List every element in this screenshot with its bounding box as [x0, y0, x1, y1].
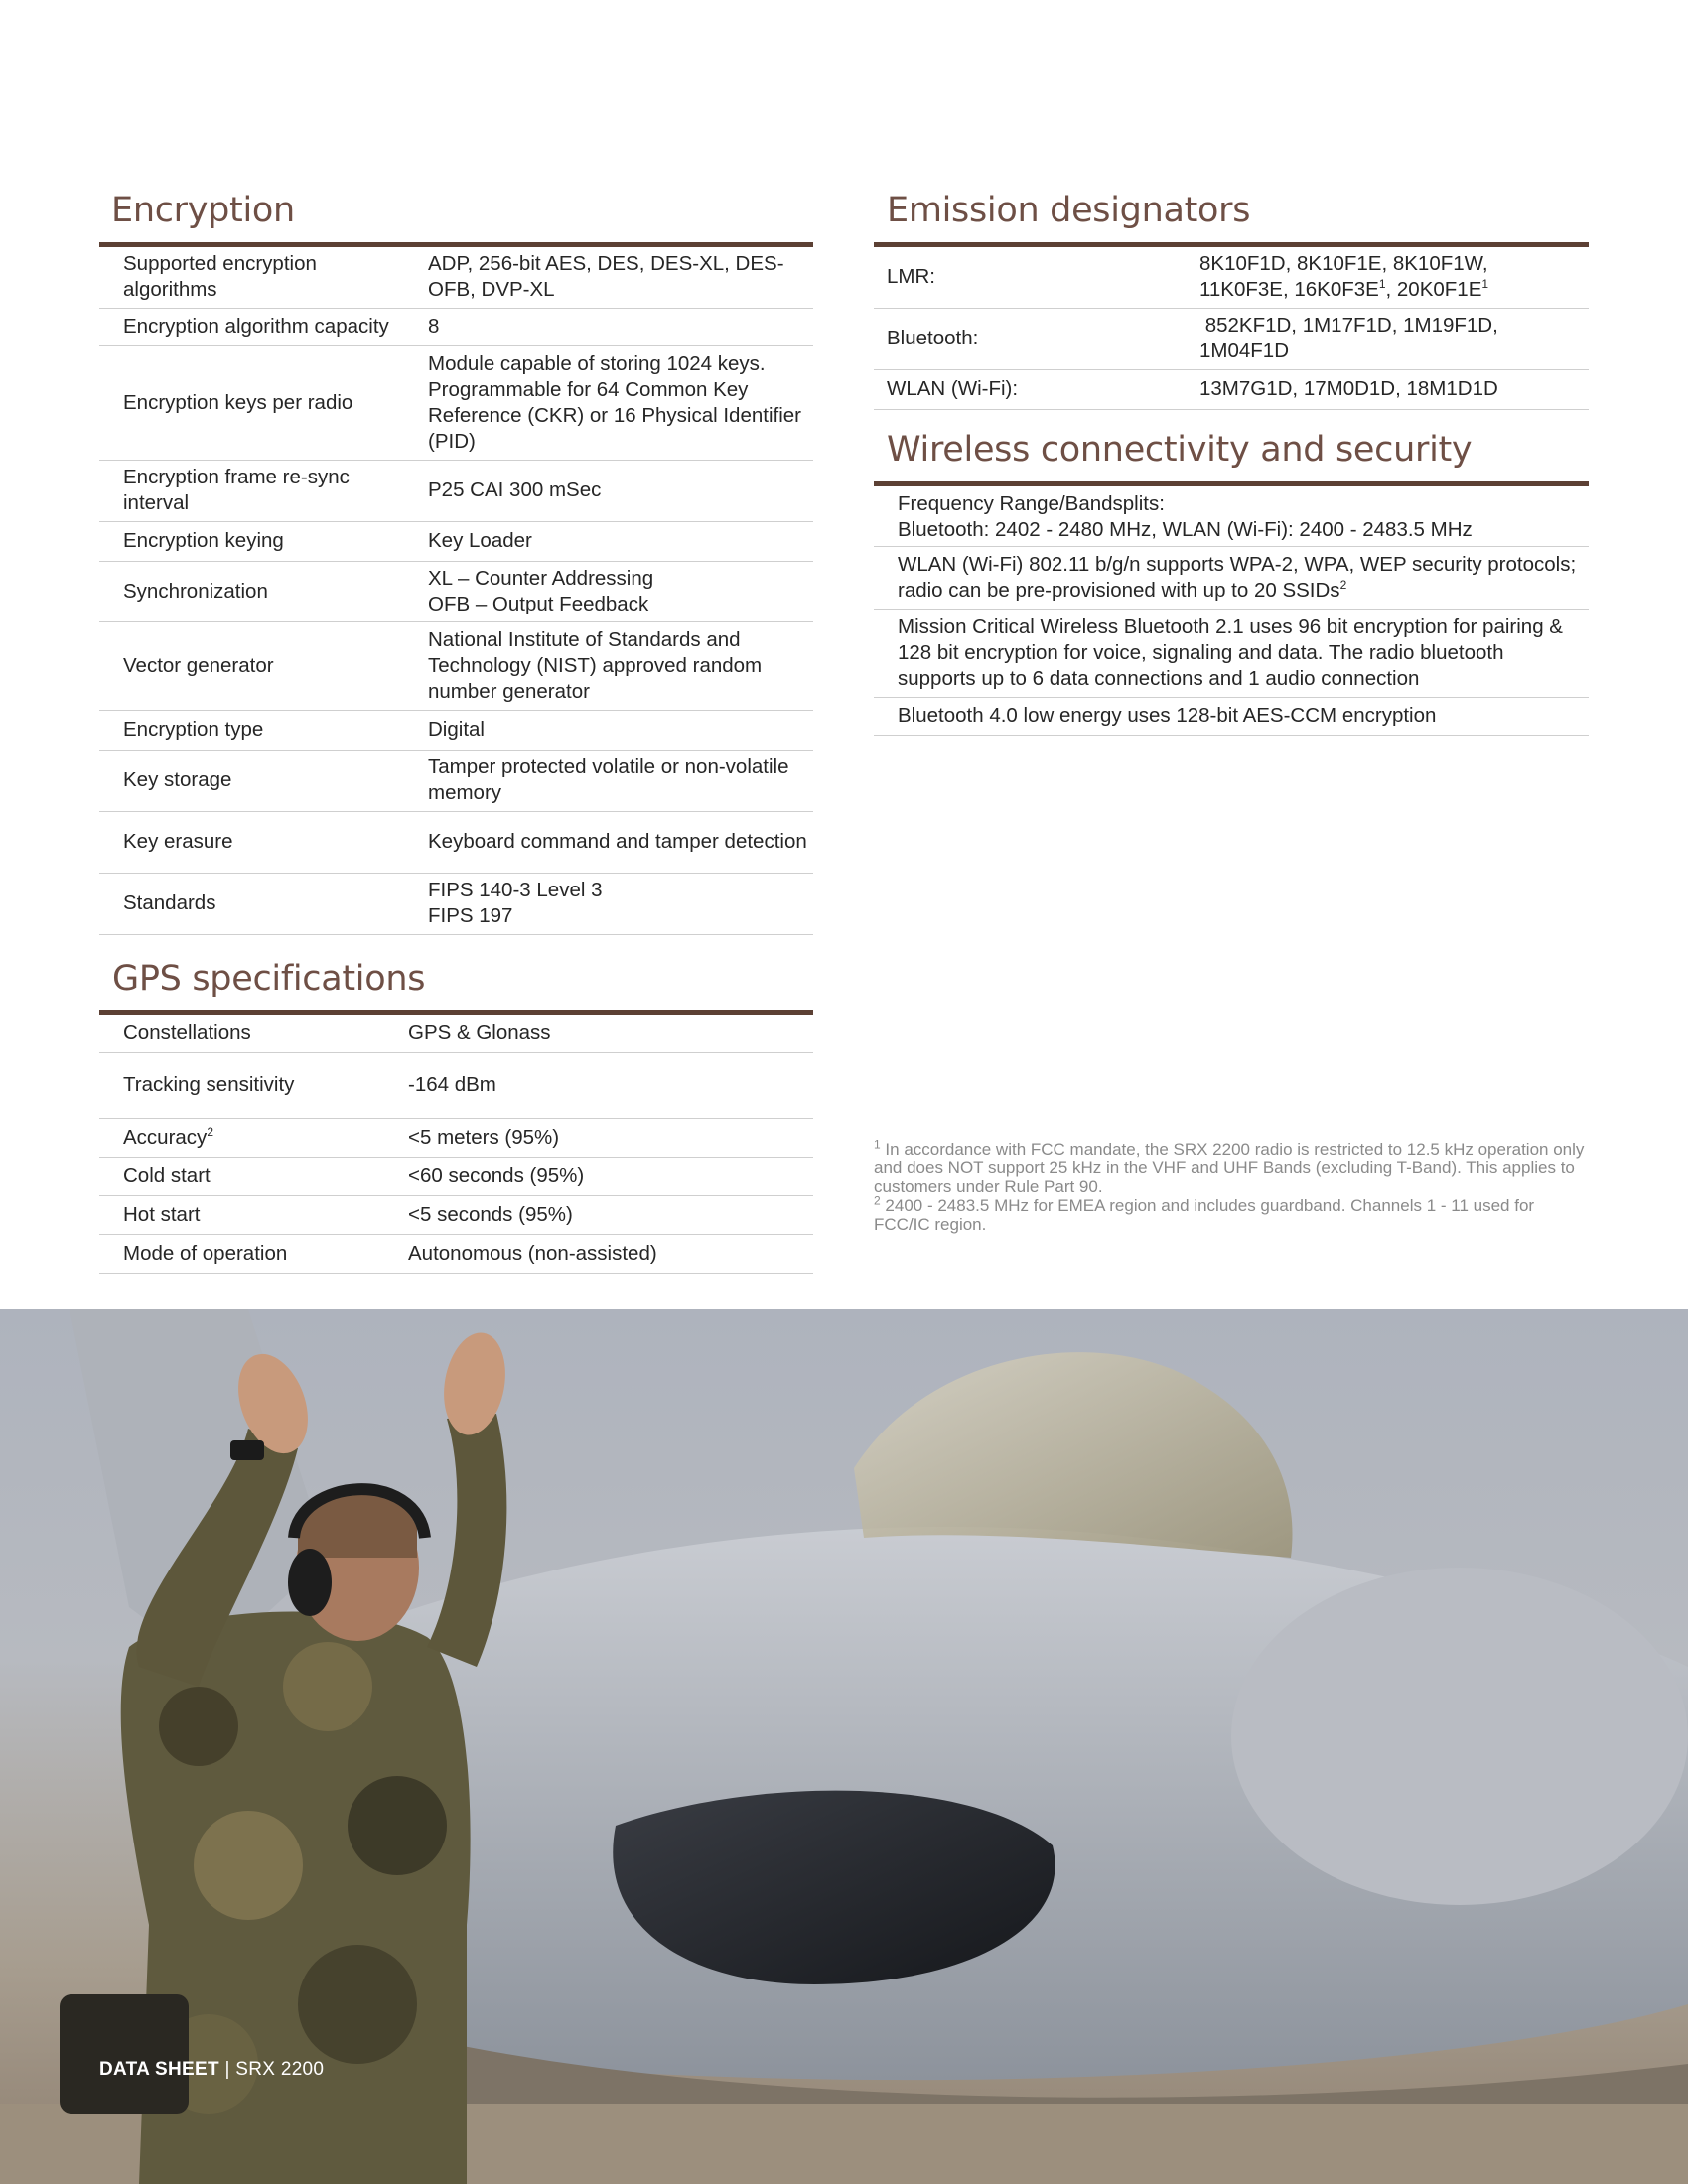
row-value: Keyboard command and tamper detection [418, 811, 813, 873]
row-label: Encryption keying [99, 521, 418, 561]
row-label: Encryption frame re-sync interval [99, 460, 418, 521]
list-item: Frequency Range/Bandsplits: Bluetooth: 2402 - 2480 MHz, WLAN (Wi-Fi): 2400 - 2483.5 MHz [874, 486, 1589, 547]
list-item: Bluetooth 4.0 low energy uses 128-bit AES-CCM encryption [874, 698, 1589, 736]
footnotes [874, 1137, 1589, 1234]
row-label: Key storage [99, 750, 418, 811]
row-value: FIPS 140-3 Level 3 FIPS 197 [418, 873, 813, 934]
right-hand-shape [436, 1328, 512, 1440]
footnote-mark: 2 [874, 1193, 881, 1208]
table-row [99, 1015, 813, 1052]
table-row [99, 1195, 813, 1234]
table-row [99, 1157, 813, 1195]
canopy-shape [854, 1352, 1293, 1558]
row-label: WLAN (Wi-Fi): [874, 369, 1190, 409]
table-row [99, 345, 813, 460]
row-label: Mode of operation [99, 1234, 398, 1273]
wireless-list [874, 486, 1589, 736]
nose-cone-shape [1231, 1568, 1688, 1905]
footnote-ref: 2 [1339, 578, 1347, 593]
row-value: <60 seconds (95%) [398, 1157, 813, 1195]
row-value: Module capable of storing 1024 keys. Programmable for 64 Common Key Reference (CKR) or 16 Physical Identifier (PID) [418, 345, 813, 460]
table-row [99, 1052, 813, 1118]
list-item [874, 547, 1589, 610]
table-row [99, 1234, 813, 1273]
footnote-ref: 2 [207, 1124, 213, 1139]
row-label: Bluetooth: [874, 308, 1190, 369]
row-value: Tamper protected volatile or non-volatile memory [418, 750, 813, 811]
gps-title: GPS specifications [112, 959, 426, 999]
footer-separator: | [218, 2059, 236, 2080]
belt-pouch-shape [60, 1994, 189, 2114]
table-row [99, 621, 813, 710]
footnote-text: 2400 - 2483.5 MHz for EMEA region and includes guardband. Channels 1 - 11 used for FCC/IC region. [874, 1196, 1535, 1234]
row-value: Digital [418, 710, 813, 750]
row-label: Supported encryption algorithms [99, 247, 418, 308]
row-value: National Institute of Standards and Technology (NIST) approved random number generator [418, 621, 813, 710]
list-item: Mission Critical Wireless Bluetooth 2.1 uses 96 bit encryption for pairing & 128 bit encryption for voice, signaling and data. The radio bluetooth supports up to 6 data connections and 1 audio connection [874, 610, 1589, 698]
table-row [99, 750, 813, 811]
table-row [99, 460, 813, 521]
row-label: Cold start [99, 1157, 398, 1195]
row-value: P25 CAI 300 mSec [418, 460, 813, 521]
row-label-text: Accuracy [123, 1125, 208, 1149]
gps-table [99, 1015, 813, 1274]
row-label: LMR: [874, 247, 1190, 308]
encryption-table [99, 247, 813, 935]
footer-doc-label [99, 2059, 324, 2081]
lmr-line-2b: , 20K0F1E [1385, 278, 1482, 302]
photo-illustration [0, 1309, 1688, 2184]
list-item-text: WLAN (Wi-Fi) 802.11 b/g/n supports WPA-2, WPA, WEP security protocols; radio can be pre-provisioned with up to 20 SSIDs [898, 553, 1577, 602]
emission-title: Emission designators [887, 191, 1251, 230]
table-row [874, 369, 1589, 409]
table-row [874, 308, 1589, 369]
row-value [1190, 247, 1589, 308]
emission-table [874, 247, 1589, 410]
row-value: XL – Counter Addressing OFB – Output Feedback [418, 561, 813, 621]
footnote-2 [874, 1193, 1589, 1234]
row-value: GPS & Glonass [398, 1015, 813, 1052]
table-row [99, 308, 813, 345]
table-row [99, 521, 813, 561]
row-label: Encryption keys per radio [99, 345, 418, 460]
lmr-line-1: 8K10F1D, 8K10F1E, 8K10F1W, [1199, 252, 1488, 276]
row-label: Vector generator [99, 621, 418, 710]
encryption-title: Encryption [111, 191, 295, 230]
footer-doc-type: DATA SHEET [99, 2059, 219, 2080]
table-row [99, 247, 813, 308]
row-value: ADP, 256-bit AES, DES, DES-XL, DES-OFB, DVP-XL [418, 247, 813, 308]
table-row [874, 247, 1589, 308]
row-value: <5 seconds (95%) [398, 1195, 813, 1234]
table-row [99, 710, 813, 750]
footnote-1 [874, 1137, 1589, 1196]
table-row [99, 873, 813, 934]
wireless-title: Wireless connectivity and security [887, 430, 1473, 470]
table-row [99, 561, 813, 621]
row-value: 852KF1D, 1M17F1D, 1M19F1D, 1M04F1D [1190, 308, 1589, 369]
hero-photo-jet-marshaller [0, 1309, 1688, 2184]
table-row [99, 811, 813, 873]
row-label: Tracking sensitivity [99, 1052, 398, 1118]
row-value: Key Loader [418, 521, 813, 561]
table-row [99, 1118, 813, 1157]
footnote-ref: 1 [1378, 277, 1386, 292]
row-label: Standards [99, 873, 418, 934]
footnote-mark: 1 [874, 1137, 881, 1152]
row-label: Encryption type [99, 710, 418, 750]
row-label: Constellations [99, 1015, 398, 1052]
row-value: Autonomous (non-assisted) [398, 1234, 813, 1273]
row-label: Hot start [99, 1195, 398, 1234]
row-label: Encryption algorithm capacity [99, 308, 418, 345]
row-label: Synchronization [99, 561, 418, 621]
row-value: 8 [418, 308, 813, 345]
row-label: Key erasure [99, 811, 418, 873]
row-value: -164 dBm [398, 1052, 813, 1118]
footnote-text: In accordance with FCC mandate, the SRX 2200 radio is restricted to 12.5 kHz operation only and does NOT support 25 kHz in the VHF and UHF Bands (excluding T-Band). This applies to customers under Rule Part 90. [874, 1140, 1585, 1196]
footer-product: SRX 2200 [235, 2059, 325, 2080]
row-value: 13M7G1D, 17M0D1D, 18M1D1D [1190, 369, 1589, 409]
row-label [99, 1118, 398, 1157]
footnote-ref: 1 [1481, 277, 1489, 292]
row-value: <5 meters (95%) [398, 1118, 813, 1157]
lmr-line-2a: 11K0F3E, 16K0F3E [1199, 278, 1379, 302]
